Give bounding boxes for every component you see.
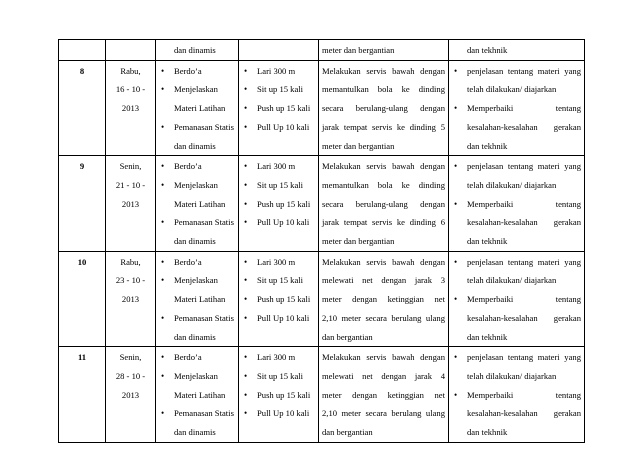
text-line: Materi Latihan [174, 294, 226, 305]
list-item [159, 157, 235, 176]
text-line: secara berulang-ulang dengan [322, 103, 445, 114]
cell-empty [239, 40, 319, 61]
bullet-icon: • [161, 256, 165, 267]
table-row [59, 60, 585, 156]
list-item [242, 213, 315, 232]
list-item [452, 157, 581, 194]
bullet-icon: • [161, 312, 165, 323]
text-line: Pemanasan Statis [174, 121, 234, 132]
text-line: dan dinamis [174, 331, 216, 342]
table-row [59, 251, 585, 347]
text-line: 16 - 10 - [115, 84, 146, 95]
cell-description [319, 347, 449, 443]
cell-meeting-number: 8 [59, 60, 106, 156]
text-line: Sit up 15 kali [257, 179, 304, 190]
bullet-icon: • [244, 84, 248, 95]
text-line: Pull Up 10 kali [257, 217, 310, 228]
cell-evaluation [449, 347, 585, 443]
list-item-continuation [159, 232, 235, 251]
text-line: meter dan bergantian [322, 140, 395, 151]
text-line: penjelasan tentang materi yang [467, 161, 581, 172]
cell-warmup-continued [156, 40, 239, 61]
cell-day-date [106, 347, 156, 443]
bullet-list [242, 253, 315, 328]
list-item [242, 348, 315, 367]
bullet-icon: • [244, 352, 248, 363]
text-line: 2,10 meter secara berulang ulang [322, 312, 445, 323]
text-line: Materi Latihan [174, 198, 226, 209]
text-line: memantulkan bola ke dinding [322, 84, 445, 95]
text-line: 2013 [121, 389, 140, 400]
list-item [452, 290, 581, 346]
bullet-list [452, 62, 581, 156]
text-line: Melakukan servis bawah dengan [322, 352, 445, 363]
text-line: Sit up 15 kali [257, 275, 304, 286]
cell-description [319, 60, 449, 156]
table-row-continued [59, 40, 585, 61]
text-line: Materi Latihan [174, 389, 226, 400]
text-line: Pull Up 10 kali [257, 408, 310, 419]
text-line: secara berulang-ulang dengan [322, 198, 445, 209]
text-line: 2013 [121, 103, 140, 114]
text-line: kesalahan-kesalahan gerakan [467, 312, 581, 323]
text-line: 23 - 10 - [115, 275, 146, 286]
text-line: telah dilakukan/ diajarkan [467, 84, 557, 95]
text-line: meter dan bergantian [322, 45, 395, 55]
bullet-icon: • [161, 179, 165, 190]
text-line: Pemanasan Statis [174, 312, 234, 323]
cell-drills [239, 60, 319, 156]
text-line: telah dilakukan/ diajarkan [467, 179, 557, 190]
list-item-continuation [159, 195, 235, 214]
text-line: 21 - 10 - [115, 179, 146, 190]
cell-description-continued [319, 40, 449, 61]
list-item-continuation [159, 99, 235, 118]
list-item-continuation [159, 328, 235, 347]
bullet-icon: • [454, 389, 458, 400]
text-line: dan bergantian [322, 331, 373, 342]
cell-warmup [156, 60, 239, 156]
list-item [452, 195, 581, 251]
cell-empty [106, 40, 156, 61]
cell-day-date [106, 251, 156, 347]
text-line: 2013 [121, 198, 140, 209]
text-line: dan tekhnik [467, 140, 508, 151]
text-line: meter dan bergantian [322, 236, 395, 247]
text-line: Push up 15 kali [257, 198, 311, 209]
text-line: Lari 300 m [257, 256, 296, 267]
cell-description [319, 156, 449, 252]
list-item [452, 99, 581, 155]
bullet-icon: • [244, 198, 248, 209]
cell-empty [59, 40, 106, 61]
bullet-icon: • [454, 161, 458, 172]
list-item [242, 386, 315, 405]
cell-meeting-number: 11 [59, 347, 106, 443]
list-item [242, 290, 315, 309]
bullet-icon: • [244, 217, 248, 228]
cell-evaluation-continued [449, 40, 585, 61]
list-item [159, 271, 235, 290]
text-line: Menjelaskan [174, 84, 218, 95]
table-row [59, 156, 585, 252]
text-line: Pull Up 10 kali [257, 312, 310, 323]
bullet-icon: • [454, 352, 458, 363]
list-item [159, 62, 235, 81]
bullet-icon: • [244, 179, 248, 190]
bullet-icon: • [161, 217, 165, 228]
text-line: meter dengan ketinggian net [322, 389, 445, 400]
list-item [159, 213, 235, 232]
bullet-icon: • [244, 370, 248, 381]
list-item [159, 367, 235, 386]
list-item [452, 62, 581, 99]
text-line: 2013 [121, 294, 140, 305]
text-line: Lari 300 m [257, 65, 296, 76]
list-item [242, 309, 315, 328]
cell-drills [239, 347, 319, 443]
text-line: dan tekhnik [467, 427, 508, 438]
text-line: Push up 15 kali [257, 103, 311, 114]
text-line: Senin, [119, 161, 142, 172]
text-line: Memperbaiki tentang [467, 103, 581, 114]
cell-day-date [106, 156, 156, 252]
text-line: Melakukan servis bawah dengan [322, 256, 445, 267]
text-line: 2,10 meter secara berulang ulang [322, 408, 445, 419]
cell-warmup [156, 156, 239, 252]
cell-warmup [156, 347, 239, 443]
text-line: Senin, [119, 352, 142, 363]
bullet-list [159, 253, 235, 347]
bullet-list [242, 157, 315, 232]
list-item [159, 404, 235, 423]
text-line: jarak tempat servis ke dinding 5 [322, 121, 445, 132]
list-item [242, 118, 315, 137]
list-item [242, 157, 315, 176]
text-line: penjelasan tentang materi yang [467, 65, 581, 76]
bullet-icon: • [161, 408, 165, 419]
bullet-list [242, 62, 315, 137]
text-line: dan dinamis [174, 427, 216, 438]
cell-evaluation [449, 156, 585, 252]
bullet-list [452, 348, 581, 442]
text-line: Push up 15 kali [257, 389, 311, 400]
cell-meeting-number: 10 [59, 251, 106, 347]
cell-meeting-number: 9 [59, 156, 106, 252]
text-line: dan dinamis [174, 140, 216, 151]
list-item [159, 253, 235, 272]
text-line: jarak tempat servis ke dinding 6 [322, 217, 445, 228]
text-line: Lari 300 m [257, 161, 296, 172]
text-line: Menjelaskan [174, 275, 218, 286]
text-line: kesalahan-kesalahan gerakan [467, 408, 581, 419]
bullet-icon: • [244, 161, 248, 172]
bullet-list [159, 157, 235, 251]
bullet-icon: • [454, 103, 458, 114]
list-item [242, 99, 315, 118]
list-item-continuation [159, 386, 235, 405]
bullet-icon: • [454, 65, 458, 76]
text-line: Menjelaskan [174, 370, 218, 381]
bullet-icon: • [244, 256, 248, 267]
bullet-icon: • [244, 312, 248, 323]
bullet-icon: • [161, 370, 165, 381]
text-line: Lari 300 m [257, 352, 296, 363]
text-line: Materi Latihan [174, 103, 226, 114]
text-line: penjelasan tentang materi yang [467, 256, 581, 267]
list-item [242, 253, 315, 272]
text-line: Melakukan servis bawah dengan [322, 161, 445, 172]
list-item [452, 348, 581, 385]
bullet-list [452, 157, 581, 251]
text-line: Memperbaiki tentang [467, 294, 581, 305]
table-row [59, 347, 585, 443]
text-line: dan tekhnik [467, 331, 508, 342]
text-line: melewati net dengan jarak 3 [322, 275, 445, 286]
text-line: dan tekhnik [467, 236, 508, 247]
text-line: kesalahan-kesalahan gerakan [467, 121, 581, 132]
text-line: Sit up 15 kali [257, 84, 304, 95]
cell-drills [239, 251, 319, 347]
bullet-icon: • [161, 84, 165, 95]
text-line: Memperbaiki tentang [467, 389, 581, 400]
cell-drills [239, 156, 319, 252]
list-item-continuation [159, 137, 235, 156]
list-item [159, 309, 235, 328]
bullet-icon: • [454, 198, 458, 209]
text-line: Rabu, [120, 65, 141, 76]
text-line: meter dengan ketinggian net [322, 294, 445, 305]
list-item [159, 176, 235, 195]
bullet-icon: • [161, 121, 165, 132]
bullet-list [159, 348, 235, 442]
text-line: memantulkan bola ke dinding [322, 179, 445, 190]
bullet-icon: • [244, 103, 248, 114]
text-line: Push up 15 kali [257, 294, 311, 305]
bullet-icon: • [244, 294, 248, 305]
list-item [242, 62, 315, 81]
list-item [242, 176, 315, 195]
text-line: Berdo’a [174, 65, 202, 76]
bullet-icon: • [244, 275, 248, 286]
text-line: telah dilakukan/ diajarkan [467, 370, 557, 381]
cell-description [319, 251, 449, 347]
list-item [242, 367, 315, 386]
text-line: Pemanasan Statis [174, 408, 234, 419]
text-line: Pemanasan Statis [174, 217, 234, 228]
bullet-list [159, 62, 235, 156]
list-item [242, 80, 315, 99]
bullet-icon: • [161, 275, 165, 286]
text-line: Menjelaskan [174, 179, 218, 190]
training-schedule-table [58, 39, 585, 443]
bullet-icon: • [161, 352, 165, 363]
text-line: telah dilakukan/ diajarkan [467, 275, 557, 286]
text-line: 28 - 10 - [115, 370, 146, 381]
bullet-list [452, 253, 581, 347]
list-item [159, 118, 235, 137]
list-item [159, 348, 235, 367]
text-line: Pull Up 10 kali [257, 121, 310, 132]
text-line: Rabu, [120, 256, 141, 267]
bullet-icon: • [454, 294, 458, 305]
bullet-icon: • [244, 408, 248, 419]
text-line: dan dinamis [174, 45, 216, 55]
bullet-icon: • [244, 389, 248, 400]
text-line: Memperbaiki tentang [467, 198, 581, 209]
text-line: dan bergantian [322, 427, 373, 438]
text-line: dan tekhnik [467, 45, 508, 55]
cell-warmup [156, 251, 239, 347]
bullet-icon: • [244, 121, 248, 132]
bullet-icon: • [454, 256, 458, 267]
list-item [452, 386, 581, 442]
list-item [242, 271, 315, 290]
text-line: Sit up 15 kali [257, 370, 304, 381]
cell-evaluation [449, 251, 585, 347]
list-item [242, 195, 315, 214]
text-line: Berdo’a [174, 161, 202, 172]
text-line: Berdo’a [174, 256, 202, 267]
cell-day-date [106, 60, 156, 156]
cell-evaluation [449, 60, 585, 156]
bullet-icon: • [244, 65, 248, 76]
text-line: Melakukan servis bawah dengan [322, 65, 445, 76]
text-line: penjelasan tentang materi yang [467, 352, 581, 363]
list-item-continuation [159, 290, 235, 309]
bullet-icon: • [161, 65, 165, 76]
text-line: kesalahan-kesalahan gerakan [467, 217, 581, 228]
text-line: dan dinamis [174, 236, 216, 247]
list-item [242, 404, 315, 423]
text-line: Berdo’a [174, 352, 202, 363]
bullet-list [242, 348, 315, 423]
list-item [452, 253, 581, 290]
bullet-icon: • [161, 161, 165, 172]
text-line: melewati net dengan jarak 4 [322, 370, 445, 381]
list-item-continuation [159, 423, 235, 442]
list-item [159, 80, 235, 99]
